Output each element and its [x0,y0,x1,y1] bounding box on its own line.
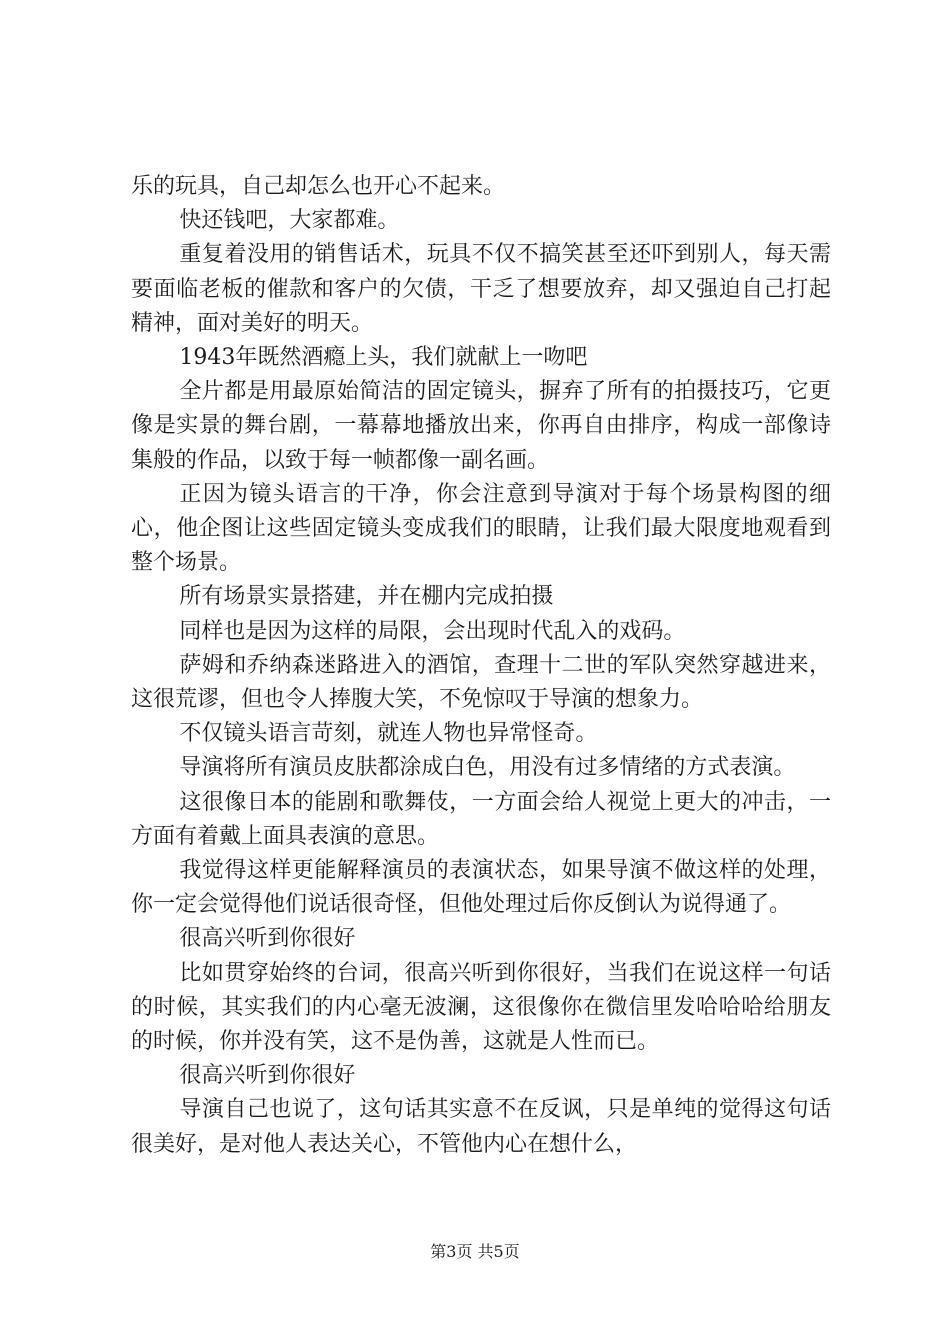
paragraph: 比如贯穿始终的台词，很高兴听到你很好，当我们在说这样一句话的时候，其实我们的内心毫无波澜，这很像你在微信里发哈哈哈给朋友的时候，你并没有笑，这不是伪善，这就是人性而已。 [131,960,831,1055]
paragraph: 不仅镜头语言苛刻，就连人物也异常怪奇。 [179,721,598,747]
paragraph: 很高兴听到你很好 [179,926,356,952]
paragraph: 很高兴听到你很好 [179,1063,356,1089]
paragraph: 我觉得这样更能解释演员的表演状态，如果导演不做这样的处理，你一定会觉得他们说话很奇怪，但他处理过后你反倒认为说得通了。 [131,858,831,918]
paragraph: 这很像日本的能剧和歌舞伎，一方面会给人视觉上更大的冲击，一方面有着戴上面具表演的意思。 [131,789,831,849]
paragraph: 乐的玩具，自己却怎么也开心不起来。 [131,174,506,199]
paragraph: 所有场景实景搭建，并在棚内完成拍摄 [179,584,554,610]
paragraph: 萨姆和乔纳森迷路进入的酒馆，查理十二世的军队突然穿越进来，这很荒谬，但也令人捧腹大笑，不免惊叹于导演的想象力。 [131,652,831,713]
page-number-footer: 第3页 共5页 [430,1242,520,1261]
paragraph: 快还钱吧，大家都难。 [179,208,400,234]
document-body [131,170,831,1162]
paragraph: 1943年既然酒瘾上头，我们就献上一吻吧 [179,345,588,371]
paragraph: 导演将所有演员皮肤都涂成白色，用没有过多情绪的方式表演。 [179,755,796,781]
paragraph: 同样也是因为这样的局限，会出现时代乱入的戏码。 [179,618,686,644]
paragraph: 重复着没用的销售话术，玩具不仅不搞笑甚至还吓到别人，每天需要面临老板的催款和客户的欠债，干乏了想要放弃，却又强迫自己打起精神，面对美好的明天。 [131,242,831,336]
paragraph: 全片都是用最原始简洁的固定镜头，摒弃了所有的拍摄技巧，它更像是实景的舞台剧，一幕幕地播放出来，你再自由排序，构成一部像诗集般的作品，以致于每一帧都像一副名画。 [131,379,831,473]
paragraph: 导演自己也说了，这句话其实意不在反讽，只是单纯的觉得这句话很美好，是对他人表达关心，不管他内心在想什么， [131,1097,831,1157]
paragraph: 正因为镜头语言的干净，你会注意到导演对于每个场景构图的细心，他企图让这些固定镜头变成我们的眼睛，让我们最大限度地观看到整个场景。 [131,481,831,576]
